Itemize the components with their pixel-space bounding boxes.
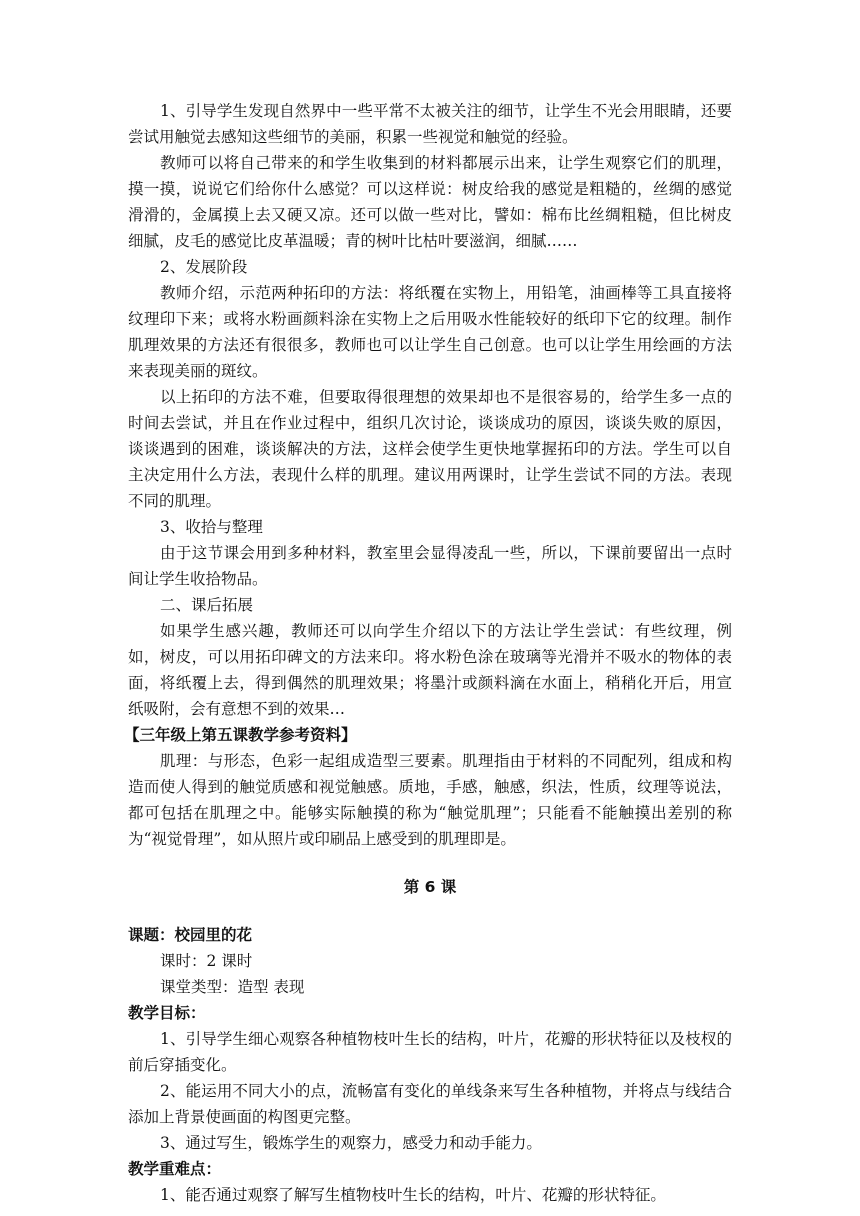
objective-item: 2、能运用不同大小的点，流畅富有变化的单线条来写生各种植物，并将点与线结合添加上背景使画面的构图更完整。 <box>128 1082 732 1126</box>
class-type: 课堂类型：造型 表现 <box>160 978 305 996</box>
paragraph: 由于这节课会用到多种材料，教室里会显得凌乱一些，所以，下课前要留出一点时间让学生收拾物品。 <box>128 544 732 588</box>
reference-heading: 【三年级上第五课教学参考资料】 <box>124 726 357 744</box>
paragraph: 以上拓印的方法不难，但要取得很理想的效果却也不是很容易的，给学生多一点的时间去尝试，并且在作业过程中，组织几次讨论，谈谈成功的原因，谈谈失败的原因，谈谈遇到的困难，谈谈解决的方法，这样会使学生更快地掌握拓印的方法。学生可以自主决定用什么方法，表现什么样的肌理。建议用两课时，让学生尝试不同的方法。表现不同的肌理。 <box>128 388 732 510</box>
key-point-item: 1、能否通过观察了解写生植物枝叶生长的结构，叶片、花瓣的形状特征。 <box>160 1186 666 1204</box>
paragraph: 1、引导学生发现自然界中一些平常不太被关注的细节，让学生不光会用眼睛，还要尝试用触觉去感知这些细节的美丽，积累一些视觉和触觉的经验。 <box>128 102 732 146</box>
lesson-title: 第 6 课 <box>403 878 457 896</box>
topic-heading: 课题：校园里的花 <box>128 926 253 944</box>
section-heading: 二、课后拓展 <box>160 596 254 614</box>
objectives-heading: 教学目标： <box>128 1004 206 1022</box>
key-points-heading: 教学重难点： <box>128 1160 222 1178</box>
paragraph: 教师可以将自己带来的和学生收集到的材料都展示出来，让学生观察它们的肌理，摸一摸，说说它们给你什么感觉？可以这样说：树皮给我的感觉是粗糙的，丝绸的感觉滑滑的，金属摸上去又硬又凉。还可以做一些对比，譬如：棉布比丝绸粗糙，但比树皮细腻，皮毛的感觉比皮革温暖；青的树叶比枯叶要滋润，细腻…… <box>128 154 732 250</box>
document-body <box>124 98 732 1208</box>
reference-paragraph: 肌理：与形态，色彩一起组成造型三要素。肌理指由于材料的不同配列，组成和构造而使人得到的触觉质感和视觉触感。质地，手感，触感，织法，性质，纹理等说法，都可包括在肌理之中。能够实际触摸的称为“触觉肌理”；只能看不能触摸出差别的称为“视觉骨理”，如从照片或印刷品上感受到的肌理即是。 <box>128 752 732 848</box>
section-heading: 2、发展阶段 <box>160 258 248 276</box>
section-heading: 3、收拾与整理 <box>160 518 263 536</box>
class-hours: 课时：2 课时 <box>160 952 253 970</box>
paragraph: 如果学生感兴趣，教师还可以向学生介绍以下的方法让学生尝试：有些纹理，例如，树皮，可以用拓印碑文的方法来印。将水粉色涂在玻璃等光滑并不吸水的物体的表面，将纸覆上去，得到偶然的肌理效果；将墨汁或颜料滴在水面上，稍稍化开后，用宣纸吸附，会有意想不到的效果… <box>128 622 732 718</box>
paragraph: 教师介绍，示范两种拓印的方法：将纸覆在实物上，用铅笔，油画棒等工具直接将纹理印下来；或将水粉画颜料涂在实物上之后用吸水性能较好的纸印下它的纹理。制作肌理效果的方法还有很很多，教师也可以让学生自己创意。也可以让学生用绘画的方法来表现美丽的斑纹。 <box>128 284 732 380</box>
objective-item: 3、通过写生，锻炼学生的观察力，感受力和动手能力。 <box>160 1134 542 1152</box>
objective-item: 1、引导学生细心观察各种植物枝叶生长的结构，叶片，花瓣的形状特征以及枝杈的前后穿插变化。 <box>128 1030 732 1074</box>
